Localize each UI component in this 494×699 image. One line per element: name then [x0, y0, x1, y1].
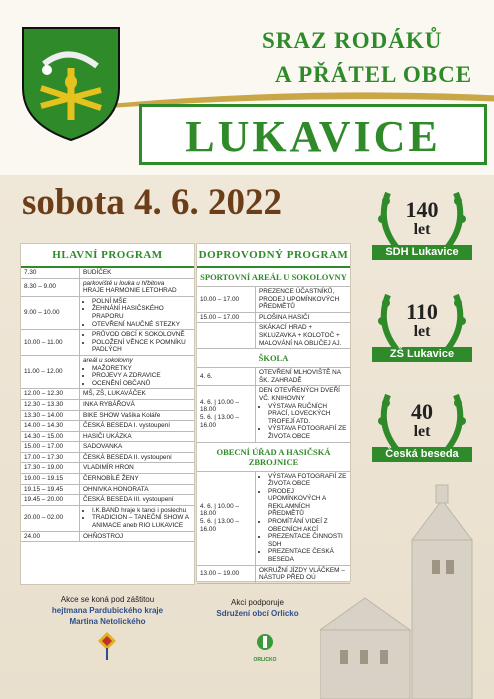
sport-table — [197, 287, 350, 349]
time-cell: 13.00 – 19.00 — [197, 565, 256, 583]
table-row — [21, 474, 194, 485]
section-heading: SPORTOVNÍ AREÁL U SOKOLOVNY — [197, 268, 350, 287]
item-cell: ČESKÁ BESEDA II. vystoupení — [80, 452, 195, 463]
orlicko-logo — [252, 632, 278, 662]
anniversary-ribbon: ZŠ Lukavice — [372, 347, 472, 362]
anniversary-unit: let — [413, 423, 431, 440]
table-row — [197, 565, 350, 583]
table-row — [197, 287, 350, 312]
table-row — [21, 463, 194, 474]
patronage-line-2: hejtmana Pardubického kraje — [51, 606, 164, 615]
title-line-2: A PŘÁTEL OBCE — [275, 62, 473, 87]
item-cell — [256, 386, 351, 442]
anniversary-number: 110 — [406, 299, 438, 324]
patronage-line-3: Martina Netolického — [69, 617, 146, 626]
item-bullet: • PRŮVOD OBCÍ K SOKOLOVNĚ — [92, 331, 191, 339]
table-row — [21, 431, 194, 442]
table-row — [21, 452, 194, 463]
item-bullet: • POLOŽENÍ VĚNCE K POMNÍKU PADLÝCH — [92, 339, 191, 354]
item-cell: OHŇOSTROJ — [80, 531, 195, 542]
time-cell: 10.00 – 17.00 — [197, 287, 256, 312]
anniversary-ribbon: SDH Lukavice — [372, 245, 472, 260]
orlicko-logo-text: ORLICKO — [253, 657, 277, 663]
school-table — [197, 368, 350, 442]
item-cell: ČESKÁ BESEDA I. vystoupení — [80, 421, 195, 432]
item-bullet: • OTEVŘENÍ NAUČNÉ STEZKY — [92, 321, 191, 329]
table-row — [21, 330, 194, 356]
table-row — [197, 323, 350, 349]
table-row — [21, 389, 194, 400]
item-bullet: • ŽEHNÁNÍ HASIČSKÉHO PRAPORU — [92, 305, 191, 320]
item-cell: INKA RYBÁŘOVÁ — [80, 399, 195, 410]
section-heading: ŠKOLA — [197, 349, 350, 368]
patronage-line-1: Akce se koná pod záštitou — [60, 595, 155, 604]
item-cell: OHNIVKA HONORATA — [80, 484, 195, 495]
table-row — [197, 386, 350, 442]
item-cell — [80, 296, 195, 329]
section-heading: OBECNÍ ÚŘAD A HASIČSKÁ ZBROJNICE — [197, 443, 350, 472]
time-cell: 8.30 – 9.00 — [21, 278, 80, 296]
table-row — [21, 355, 194, 388]
time-cell: 15.00 – 17.00 — [197, 312, 256, 323]
village-name-box — [139, 104, 487, 165]
time-cell: 19.15 – 19.45 — [21, 484, 80, 495]
item-bullet: • PROMÍTÁNÍ VIDEÍ Z OBECNÍCH AKCÍ — [268, 518, 347, 533]
item-bullet: • MAŽORETKY — [92, 365, 191, 373]
title-line-1: SRAZ RODÁKŮ — [262, 28, 443, 53]
coat-of-arms-icon — [19, 24, 123, 142]
item-cell: PLOŠINA HASIČI — [256, 312, 351, 323]
main-program-table — [21, 268, 194, 542]
item-cell: SKÁKACÍ HRAD + SKLUZAVKA + KOLOTOČ + MALOVÁNÍ NA OBLIČEJ AJ. — [256, 323, 351, 349]
table-row — [21, 495, 194, 506]
side-program-title: DOPROVODNÝ PROGRAM — [197, 244, 350, 268]
item-note: areál u sokolovny — [83, 356, 133, 364]
table-row — [21, 421, 194, 432]
time-cell: 15.00 – 17.00 — [21, 442, 80, 453]
item-bullet: • OCENĚNÍ OBČANŮ — [92, 380, 191, 388]
time-cell: 7.30 — [21, 268, 80, 278]
item-cell: ČESKÁ BESEDA III. vystoupení — [80, 495, 195, 506]
item-bullet: • VÝSTAVA FOTOGRAFIÍ ZE ŽIVOTA OBCE — [268, 425, 347, 440]
time-cell: 17.30 – 19.00 — [21, 463, 80, 474]
table-row — [197, 472, 350, 566]
item-bullet: • PRODEJ UPOMÍNKOVÝCH A REKLAMNÍCH PŘEDMĚTŮ — [268, 488, 347, 518]
time-cell: 11.00 – 12.00 — [21, 355, 80, 388]
time-cell: 10.00 – 11.00 — [21, 330, 80, 356]
item-bullet: • PREZENTACE ČESKÁ BESEDA — [268, 548, 347, 563]
time-cell: 9.00 – 10.00 — [21, 296, 80, 329]
time-cell: 4. 6. | 10.00 – 18.00 5. 6. | 13.00 – 16.00 — [197, 386, 256, 442]
item-bullet: • POLNÍ MŠE — [92, 298, 191, 306]
support-note — [205, 597, 310, 619]
main-program-title: HLAVNÍ PROGRAM — [21, 244, 194, 268]
table-row — [21, 442, 194, 453]
time-cell: 4. 6. | 10.00 – 18.00 5. 6. | 13.00 – 16.00 — [197, 472, 256, 566]
item-bullet: • VÝSTAVA RUČNÍCH PRACÍ, LOVECKÝCH TROFEJÍ ATD. — [268, 403, 347, 426]
table-row — [197, 312, 350, 323]
table-row — [21, 278, 194, 296]
anniversary-badge-zs — [368, 285, 476, 373]
item-cell: PREZENCE ÚČASTNÍKŮ, PRODEJ UPOMÍNKOVÝCH PŘEDMĚTŮ — [256, 287, 351, 312]
item-cell: OKRUŽNÍ JÍZDY VLÁČKEM – NÁSTUP PŘED OÚ — [256, 565, 351, 583]
item-bullet: • VÝSTAVA FOTOGRAFIÍ ZE ŽIVOTA OBCE — [268, 473, 347, 488]
anniversary-unit: let — [413, 221, 431, 238]
event-date: sobota 4. 6. 2022 — [22, 182, 283, 223]
anniversary-badge-sdh — [368, 183, 476, 271]
time-cell: 24.00 — [21, 531, 80, 542]
item-cell: OTEVŘENÍ MLHOVIŠTĚ NA ŠK. ZAHRADĚ — [256, 368, 351, 386]
time-cell: 19.00 – 19.15 — [21, 474, 80, 485]
item-cell: SADOVANKA — [80, 442, 195, 453]
time-cell: 19.45 – 20.00 — [21, 495, 80, 506]
item-cell — [80, 355, 195, 388]
time-cell: 17.00 – 17.30 — [21, 452, 80, 463]
time-cell — [197, 323, 256, 349]
main-program-panel — [20, 243, 195, 585]
time-cell: 12.00 – 12.30 — [21, 389, 80, 400]
time-cell: 4. 6. — [197, 368, 256, 386]
side-program-panel — [196, 243, 351, 582]
table-row — [197, 368, 350, 386]
time-cell: 12.30 – 13.30 — [21, 399, 80, 410]
item-cell — [80, 278, 195, 296]
anniversary-number: 140 — [405, 197, 439, 222]
item-cell: BIKE SHOW Vašíka Koláře — [80, 410, 195, 421]
anniversary-unit: let — [413, 323, 431, 340]
anniversary-ribbon: Česká beseda — [372, 447, 472, 462]
item-cell: HASIČI UKÁZKA — [80, 431, 195, 442]
item-cell: ČERNOBÍLÉ ŽENY — [80, 474, 195, 485]
time-cell: 14.00 – 14.30 — [21, 421, 80, 432]
item-cell: VLADIMÍR HRON — [80, 463, 195, 474]
table-row — [21, 399, 194, 410]
item-cell: BUDÍČEK — [80, 268, 195, 278]
item-bullet: • TRADICION – TANEČNÍ SHOW A ANIMACE aneb RIO LUKAVICE — [92, 514, 191, 529]
time-cell: 20.00 – 02.00 — [21, 505, 80, 531]
item-bullet: • PREZENTACE ČINNOSTI SDH — [268, 533, 347, 548]
time-cell: 14.30 – 15.00 — [21, 431, 80, 442]
office-table — [197, 472, 350, 584]
anniversary-number: 40 — [411, 399, 433, 424]
table-row — [21, 531, 194, 542]
item-bullet: • I.K.BAND hraje k tanci i poslechu — [92, 507, 191, 515]
item-text: HRAJE HARMONIE LETOHRAD — [83, 287, 177, 295]
support-line-1: Akci podporuje — [231, 598, 284, 607]
item-cell — [80, 330, 195, 356]
table-row — [21, 268, 194, 278]
pardubice-region-logo-icon — [98, 632, 116, 660]
item-bullet: • PROJEVY A ZDRAVICE — [92, 372, 191, 380]
table-row — [21, 410, 194, 421]
support-line-2: Sdružení obcí Orlicko — [216, 609, 299, 618]
table-row — [21, 505, 194, 531]
item-text: DEN OTEVŘENÝCH DVEŘÍ VČ. KNIHOVNY — [259, 387, 340, 402]
item-cell: MŠ, ZŠ, LUKAVÁČEK — [80, 389, 195, 400]
table-row — [21, 296, 194, 329]
patronage-note — [20, 594, 195, 627]
orlicko-logo-icon — [252, 632, 278, 652]
anniversary-badge-beseda — [368, 385, 476, 473]
item-cell — [80, 505, 195, 531]
table-row — [21, 484, 194, 495]
time-cell: 13.30 – 14.00 — [21, 410, 80, 421]
item-note: parkoviště u louka u hřbitova — [83, 279, 165, 287]
village-name: LUKAVICE — [185, 112, 441, 161]
item-cell — [256, 472, 351, 566]
